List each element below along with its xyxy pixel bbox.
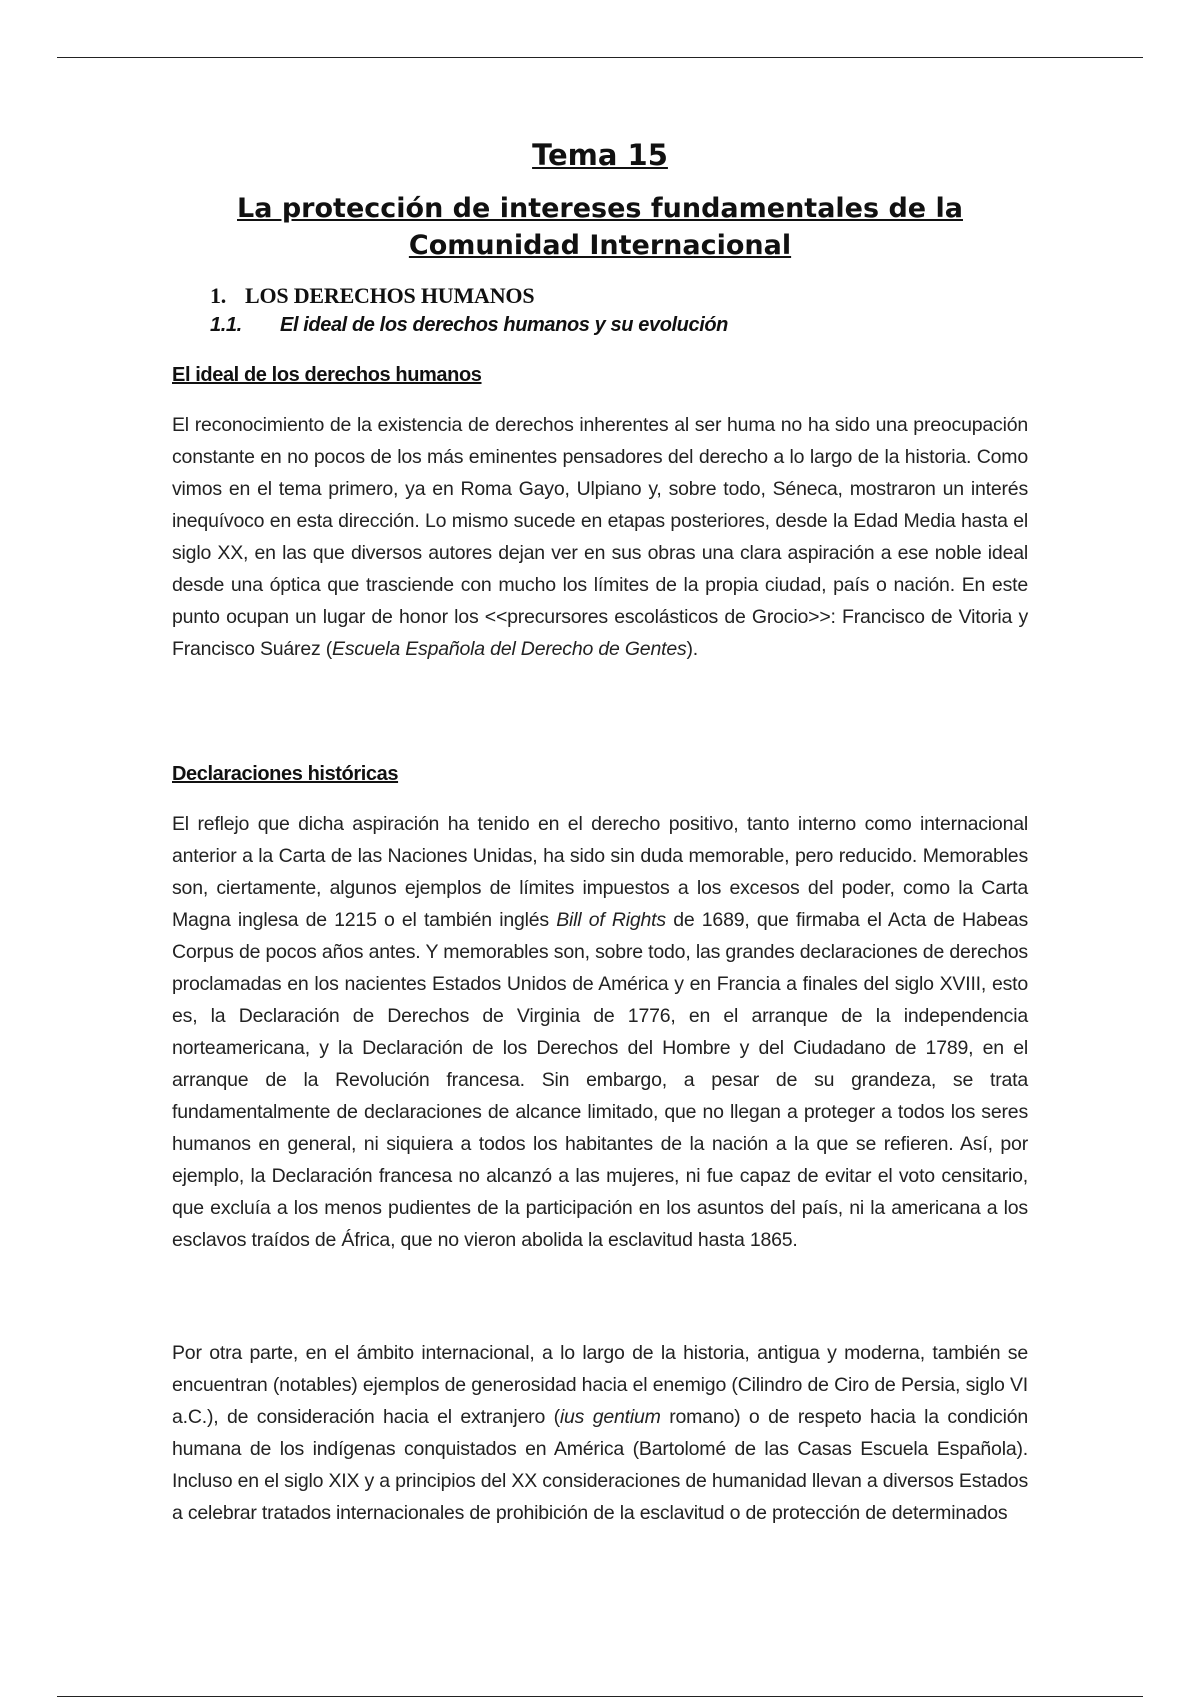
paragraph-ideal [172, 409, 1028, 665]
tema-title: Tema 15 [532, 138, 668, 172]
paragraph-declaraciones [172, 808, 1028, 1256]
subsection-heading-1-1 [210, 314, 728, 337]
paragraph-internacional-text-a: Por otra parte, en el ámbito internacional, a lo largo de la historia, antigua y moderna, también se encuentran (notables) ejemplos de generosidad hacia el enemigo (Cilindro de Ciro de Persia, siglo VI a.C.), de consideración hacia el extranjero ( [172, 1342, 1028, 1428]
section-heading-1 [210, 283, 534, 309]
page-title [100, 190, 1100, 264]
paragraph-ideal-text-a: El reconocimiento de la existencia de derechos inherentes al ser huma no ha sido una preocupación constante en no pocos de los más eminentes pensadores del derecho a lo largo de la historia. Como vimos en el tema primero, ya en Roma Gayo, Ulpiano y, sobre todo, Séneca, mostraron un interés inequívoco en esta dirección. Lo mismo sucede en etapas posteriores, desde la Edad Media hasta el siglo XX, en las que diversos autores dejan ver en sus obras una clara aspiración a ese noble ideal desde una óptica que trasciende con mucho los límites de la propia ciudad, país o nación. En este punto ocupan un lugar de honor los <<precursores escolásticos de Grocio>>: Francisco de Vitoria y Francisco Suárez ( [172, 414, 1028, 660]
paragraph-ideal-text-b: ). [686, 638, 699, 660]
section-label-1: LOS DERECHOS HUMANOS [245, 283, 535, 308]
subsection-label-1-1: El ideal de los derechos humanos y su evolución [280, 314, 728, 336]
heading-declaraciones: Declaraciones históricas [172, 763, 399, 785]
paragraph-declaraciones-text-b: de 1689, que firmaba el Acta de Habeas Corpus de pocos años antes. Y memorables son, sobre todo, las grandes declaraciones de derechos proclamadas en los nacientes Estados Unidos de América y en Francia a finales del siglo XVIII, esto es, la Declaración de Derechos de Virginia de 1776, en el arranque de la independencia norteamericana, y la Declaración de los Derechos del Hombre y del Ciudadano de 1789, en el arranque de la Revolución francesa. Sin embargo, a pesar de su grandeza, se trata fundamentalmente de declaraciones de alcance limitado, que no llegan a proteger a todos los seres humanos en general, ni siquiera a todos los habitantes de la nación a la que se refieren. Así, por ejemplo, la Declaración francesa no alcanzó a las mujeres, ni fue capaz de evitar el voto censitario, que excluía a los menos pudientes de la participación en los asuntos del país, ni la americana a los esclavos traídos de África, que no vieron abolida la esclavitud hasta 1865. [172, 909, 1029, 1251]
page-title-line-2: Comunidad Internacional [408, 230, 792, 261]
paragraph-internacional-italic: ius gentium [559, 1406, 661, 1428]
subsection-number-1-1: 1.1. [210, 314, 242, 336]
paragraph-declaraciones-text-a: El reflejo que dicha aspiración ha tenido en el derecho positivo, tanto interno como internacional anterior a la Carta de las Naciones Unidas, ha sido sin duda memorable, pero reducido. Memorables son, ciertamente, algunos ejemplos de límites impuestos a los excesos del poder, como la Carta Magna inglesa de 1215 o el también inglés [172, 813, 1028, 931]
page-top-rule [57, 57, 1143, 58]
heading-ideal: El ideal de los derechos humanos [172, 364, 482, 386]
paragraph-internacional [172, 1337, 1028, 1529]
page-bottom-rule [57, 1696, 1143, 1697]
paragraph-ideal-italic: Escuela Española del Derecho de Gentes [332, 638, 687, 660]
paragraph-declaraciones-italic: Bill of Rights [556, 909, 666, 931]
page-title-line-1: La protección de intereses fundamentales de la [237, 193, 963, 224]
paragraph-internacional-text-b: romano) o de respeto hacia la condición humana de los indígenas conquistados en América (Bartolomé de las Casas Escuela Española). Incluso en el siglo XIX y a principios del XX consideraciones de humanidad llevan a diversos Estados a celebrar tratados internacionales de prohibición de la esclavitud o de protección de determinados [172, 1406, 1028, 1524]
section-number-1: 1. [210, 283, 227, 308]
